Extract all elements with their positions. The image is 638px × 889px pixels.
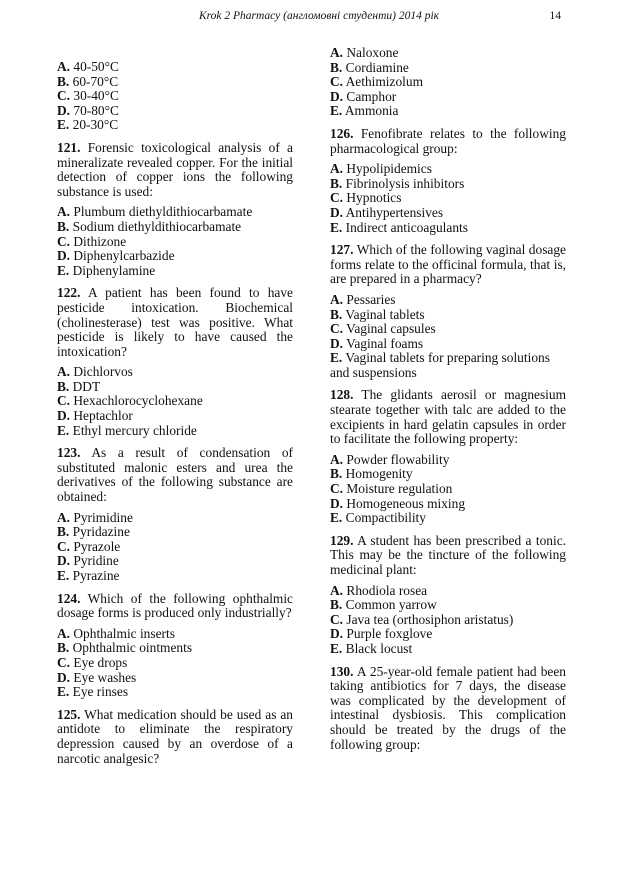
question-body: Forensic toxicological analysis of a mineralizate revealed copper. For the initial detection of copper ions the following substance is used:	[57, 139, 293, 199]
answer-option	[330, 467, 566, 482]
option-text: Vaginal tablets	[345, 306, 425, 322]
answer-option	[57, 409, 293, 424]
answer-option	[57, 60, 293, 75]
answer-option	[330, 497, 566, 512]
answer-option	[330, 191, 566, 206]
answer-option	[330, 613, 566, 628]
option-letter: B.	[57, 378, 70, 394]
answer-option	[330, 337, 566, 352]
option-text: DDT	[72, 378, 101, 394]
option-text: Hypnotics	[346, 190, 402, 206]
answer-option	[330, 46, 566, 61]
option-text: Pyridazine	[72, 524, 130, 540]
option-letter: B.	[57, 524, 70, 540]
answer-option	[330, 482, 566, 497]
option-letter: A.	[57, 625, 71, 641]
option-letter: A.	[330, 45, 344, 60]
question-text	[57, 141, 293, 199]
option-text: Ammonia	[344, 103, 399, 119]
option-text: Compactibility	[345, 510, 426, 526]
option-text: Purple foxglove	[346, 626, 433, 642]
option-letter: C.	[330, 190, 344, 206]
question-text	[57, 446, 293, 504]
option-letter: C.	[330, 321, 344, 337]
option-text: Pyrazole	[73, 538, 121, 554]
option-letter: A.	[57, 59, 71, 74]
option-letter: D.	[330, 204, 344, 220]
option-letter: C.	[57, 233, 71, 249]
answer-option	[57, 394, 293, 409]
answer-option	[330, 61, 566, 76]
option-text: Ethyl mercury chloride	[72, 422, 197, 438]
option-letter: C.	[330, 611, 344, 627]
answer-option	[330, 598, 566, 613]
option-letter: D.	[57, 408, 71, 424]
option-letter: D.	[57, 248, 71, 264]
option-letter: C.	[57, 88, 71, 104]
option-text: Naloxone	[346, 45, 399, 60]
question-number: 126.	[330, 125, 354, 141]
answer-options	[330, 584, 566, 657]
option-text: 70-80°C	[73, 102, 119, 118]
answer-options	[57, 511, 293, 584]
option-text: Eye washes	[73, 669, 137, 685]
answer-option	[57, 235, 293, 250]
option-letter: D.	[330, 335, 344, 351]
option-text: Common yarrow	[345, 597, 437, 613]
answer-option	[330, 642, 566, 657]
option-letter: C.	[57, 393, 71, 409]
option-letter: E.	[330, 103, 343, 119]
answer-option	[330, 453, 566, 468]
answer-options	[57, 627, 293, 700]
option-text: 30-40°C	[73, 88, 119, 104]
question-text	[57, 708, 293, 766]
question-body: What medication should be used as an antidote to eliminate the respiratory depression caused by an overdose of a narcotic analgesic?	[57, 706, 293, 766]
answer-option	[330, 584, 566, 599]
answer-option	[57, 424, 293, 439]
question-text	[330, 665, 566, 753]
option-text: Cordiamine	[345, 59, 409, 75]
answer-options	[57, 365, 293, 438]
option-letter: D.	[330, 495, 344, 511]
answer-option	[330, 162, 566, 177]
answer-option	[330, 351, 566, 380]
option-letter: C.	[330, 481, 344, 497]
option-letter: E.	[330, 219, 343, 235]
answer-options	[330, 162, 566, 235]
option-text: Java tea (orthosiphon aristatus)	[346, 611, 514, 627]
answer-option	[330, 206, 566, 221]
option-letter: E.	[330, 510, 343, 526]
option-letter: C.	[330, 74, 344, 90]
question-body: Which of the following ophthalmic dosage forms is produced only industrially?	[57, 590, 293, 621]
option-text: Heptachlor	[73, 408, 133, 424]
answer-option	[330, 104, 566, 119]
option-text: 40-50°C	[73, 59, 119, 74]
option-text: Vaginal capsules	[346, 321, 436, 337]
option-text: Ophthalmic inserts	[73, 625, 175, 641]
answer-option	[330, 221, 566, 236]
answer-option	[57, 627, 293, 642]
question-number: 124.	[57, 590, 81, 606]
answer-option	[330, 90, 566, 105]
answer-option	[330, 177, 566, 192]
answer-option	[330, 511, 566, 526]
question-body: A patient has been found to have pesticide intoxication. Biochemical (cholinesterase) test was positive. What pesticide is likely to have caused the intoxication?	[57, 285, 293, 359]
option-letter: C.	[57, 538, 71, 554]
option-text: Moisture regulation	[346, 481, 453, 497]
option-text: Aethimizolum	[345, 74, 423, 90]
answer-option	[57, 89, 293, 104]
option-text: Rhodiola rosea	[346, 582, 428, 598]
option-text: Diphenylcarbazide	[73, 248, 175, 264]
question-text	[57, 286, 293, 359]
option-letter: B.	[57, 640, 70, 656]
answer-options	[330, 453, 566, 526]
question-number: 121.	[57, 139, 81, 155]
option-text: Vaginal tablets for preparing solutions and suspensions	[330, 350, 550, 380]
answer-option	[57, 525, 293, 540]
answer-option	[330, 75, 566, 90]
option-letter: E.	[330, 640, 343, 656]
question-body: Which of the following vaginal dosage forms relate to the officinal formula, that is, are prepared in a pharmacy?	[330, 242, 566, 287]
option-text: Antihypertensives	[345, 204, 444, 220]
option-text: Black locust	[345, 640, 413, 656]
option-text: Vaginal foams	[346, 335, 424, 351]
answer-option	[57, 656, 293, 671]
header-title: Krok 2 Pharmacy (англомовні студенти) 2014 рік	[198, 10, 440, 22]
answer-option	[57, 685, 293, 700]
option-letter: B.	[57, 218, 70, 234]
option-text: Ophthalmic ointments	[72, 640, 193, 656]
option-text: Sodium diethyldithiocarbamate	[72, 218, 242, 234]
option-text: Plumbum diethyldithiocarbamate	[73, 204, 253, 220]
option-letter: C.	[57, 654, 71, 670]
option-letter: B.	[330, 175, 343, 191]
answer-option	[57, 249, 293, 264]
answer-option	[57, 365, 293, 380]
option-letter: B.	[330, 597, 343, 613]
option-text: Homogeneous mixing	[346, 495, 466, 511]
question-text	[330, 388, 566, 446]
option-text: Hypolipidemics	[346, 161, 432, 177]
option-letter: B.	[330, 59, 343, 75]
option-text: Eye rinses	[72, 684, 129, 700]
option-text: Diphenylamine	[72, 262, 156, 278]
question-number: 129.	[330, 532, 354, 548]
option-letter: A.	[330, 161, 344, 177]
answer-option	[57, 118, 293, 133]
option-letter: D.	[330, 88, 344, 104]
question-number: 122.	[57, 285, 81, 301]
option-text: Fibrinolysis inhibitors	[345, 175, 465, 191]
option-letter: A.	[57, 204, 71, 220]
option-letter: D.	[330, 626, 344, 642]
question-text	[57, 592, 293, 621]
page-number: 14	[549, 10, 561, 22]
option-text: Homogenity	[345, 466, 413, 482]
answer-option	[330, 322, 566, 337]
question-body: As a result of condensation of substituted malonic esters and urea the derivatives of the following substance are obtained:	[57, 445, 293, 505]
answer-option	[57, 540, 293, 555]
option-text: 20-30°C	[72, 117, 119, 133]
question-number: 123.	[57, 445, 81, 461]
option-letter: A.	[330, 291, 344, 307]
answer-option	[57, 75, 293, 90]
option-letter: E.	[330, 350, 343, 366]
option-text: Hexachlorocyclohexane	[73, 393, 203, 409]
option-text: Eye drops	[73, 654, 128, 670]
answer-option	[57, 205, 293, 220]
answer-option	[330, 293, 566, 308]
option-letter: E.	[57, 684, 70, 700]
left-column	[57, 60, 293, 766]
option-text: Pessaries	[346, 291, 396, 307]
option-letter: B.	[330, 466, 343, 482]
question-body: Fenofibrate relates to the following pharmacological group:	[330, 125, 566, 156]
option-text: Powder flowability	[346, 451, 450, 467]
option-text: Dichlorvos	[73, 364, 133, 380]
question-text	[330, 243, 566, 287]
option-letter: A.	[330, 582, 344, 598]
answer-option	[57, 511, 293, 526]
question-number: 125.	[57, 706, 81, 722]
right-column	[330, 46, 566, 752]
option-letter: E.	[57, 117, 70, 133]
question-body: The glidants aerosil or magnesium stearate together with talc are added to the excipients in hard gelatin capsules in order to facilitate the following property:	[330, 387, 566, 447]
option-text: 60-70°C	[72, 73, 119, 89]
answer-option	[57, 220, 293, 235]
option-letter: A.	[330, 451, 344, 467]
option-text: Pyrimidine	[73, 509, 133, 525]
question-number: 130.	[330, 663, 354, 679]
answer-option	[57, 380, 293, 395]
question-number: 128.	[330, 387, 354, 403]
question-body: A student has been prescribed a tonic. This may be the tincture of the following medicinal plant:	[330, 532, 566, 577]
option-letter: A.	[57, 509, 71, 525]
question-text	[330, 534, 566, 578]
option-letter: B.	[330, 306, 343, 322]
answer-option	[330, 627, 566, 642]
option-text: Pyridine	[73, 553, 119, 569]
answer-option	[57, 569, 293, 584]
option-text: Pyrazine	[72, 568, 120, 583]
option-text: Indirect anticoagulants	[345, 219, 468, 235]
option-letter: D.	[57, 553, 71, 569]
answer-options	[330, 293, 566, 381]
option-letter: A.	[57, 364, 71, 380]
answer-option	[330, 308, 566, 323]
answer-option	[57, 671, 293, 686]
answer-option	[57, 264, 293, 279]
page-header	[0, 10, 638, 26]
option-text: Dithizone	[73, 233, 127, 249]
answer-options	[330, 46, 566, 119]
answer-option	[57, 554, 293, 569]
option-letter: E.	[57, 262, 70, 278]
answer-option	[57, 641, 293, 656]
answer-options	[57, 60, 293, 133]
option-letter: D.	[57, 102, 71, 118]
option-text: Camphor	[346, 88, 397, 104]
question-body: A 25-year-old female patient had been taking antibiotics for 7 days, the disease was complicated by the development of intestinal dysbiosis. This complication should be treated by the drugs of the following group:	[330, 663, 567, 752]
answer-option	[57, 104, 293, 119]
answer-options	[57, 205, 293, 278]
option-letter: E.	[57, 568, 70, 583]
option-letter: D.	[57, 669, 71, 685]
option-letter: E.	[57, 422, 70, 438]
option-letter: B.	[57, 73, 70, 89]
question-number: 127.	[330, 242, 354, 258]
question-text	[330, 127, 566, 156]
